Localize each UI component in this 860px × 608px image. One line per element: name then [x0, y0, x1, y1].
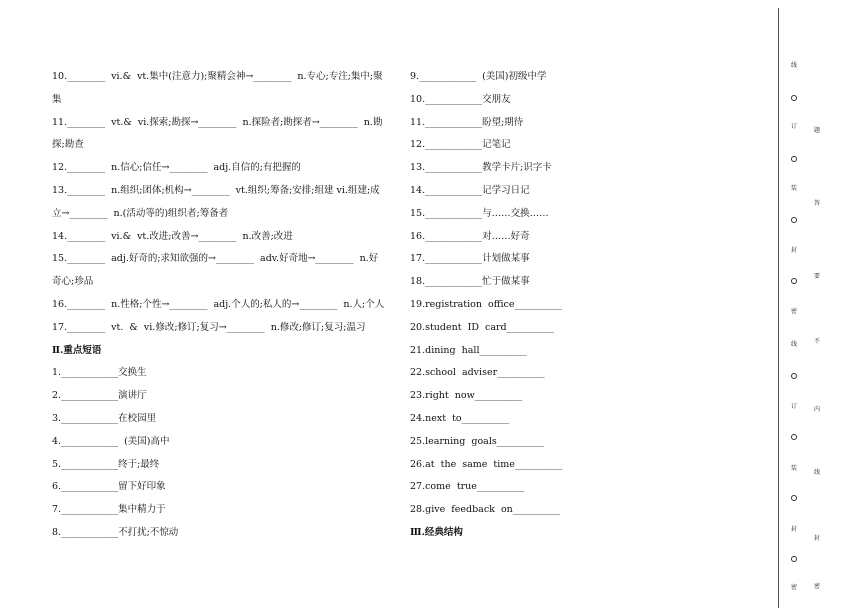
exercise-line: 27.come true__________ [410, 481, 525, 493]
exercise-line: 16.________ n.性格;个性→________ adj.个人的;私人的→________ n.人;个人 [52, 298, 385, 310]
exercise-line: 15.____________与……交换…… [410, 207, 549, 219]
exercise-line: 12.____________记笔记 [410, 139, 511, 151]
binding-hole-icon [791, 217, 797, 223]
binding-label: 线 [791, 62, 798, 69]
binding-label: 密 [791, 584, 798, 591]
exercise-line: 13.____________教学卡片;识字卡 [410, 162, 552, 174]
exercise-line: 19.registration office__________ [410, 298, 562, 310]
binding-hole-icon [791, 156, 797, 162]
binding-warning-label: 要 [814, 273, 821, 280]
binding-label: 订 [791, 403, 798, 410]
exercise-line: 9.____________ (美国)初级中学 [410, 71, 547, 82]
exercise-line: 12.________ n.信心;信任→________ adj.自信的;有把握的 [52, 162, 301, 174]
binding-hole-icon [791, 434, 797, 440]
exercise-line: 立→________ n.(活动等的)组织者;筹备者 [52, 207, 229, 219]
exercise-line: 26.at the same time__________ [410, 458, 563, 470]
exercise-line: 5.____________终于;最终 [52, 458, 160, 470]
binding-warning-label: 封 [814, 535, 821, 542]
left-column [52, 66, 397, 545]
exercise-line: 奇心;珍品 [52, 276, 94, 288]
exercise-line: 14.________ vi.& vt.改进;改善→________ n.改善;改进 [52, 230, 293, 242]
binding-label: 密 [791, 308, 798, 315]
section-heading: Ⅲ.经典结构 [410, 526, 463, 538]
exercise-line: 3.____________在校园里 [52, 412, 157, 424]
binding-warning-label: 密 [814, 583, 821, 590]
exercise-line: 17.________ vt. & vi.修改;修订;复习→________ n.修改;修订;复习;温习 [52, 321, 366, 333]
exercise-line: 10.____________交朋友 [410, 93, 511, 105]
binding-warning-label: 题 [814, 127, 821, 134]
exercise-line: 探;勘查 [52, 139, 84, 151]
binding-warning-label: 答 [814, 200, 821, 207]
binding-label: 装 [791, 185, 798, 192]
exercise-line: 16.____________对……好奇 [410, 230, 530, 242]
exercise-line: 8.____________不打扰;不惊动 [52, 526, 179, 538]
exercise-line: 20.student ID card__________ [410, 321, 555, 333]
binding-hole-icon [791, 373, 797, 379]
binding-label: 线 [791, 341, 798, 348]
exercise-line: 7.____________集中精力于 [52, 504, 166, 516]
exercise-line: 集 [52, 93, 62, 105]
exercise-line: 10.________ vi.& vt.集中(注意力);聚精会神→________ n.专心;专注;集中;聚 [52, 71, 383, 82]
exercise-line: 21.dining hall__________ [410, 344, 527, 356]
section-heading: Ⅱ.重点短语 [52, 344, 102, 356]
exercise-line: 13.________ n.组织;团体;机构→________ vt.组织;筹备;安排;组建 vi.组建;成 [52, 184, 380, 196]
exercise-line: 24.next to__________ [410, 412, 510, 424]
binding-label: 封 [791, 526, 798, 533]
exercise-line: 23.right now__________ [410, 390, 523, 402]
binding-label: 装 [791, 465, 798, 472]
exercise-line: 4.____________ (美国)高中 [52, 435, 170, 447]
exercise-line: 11.____________盼望;期待 [410, 116, 524, 128]
binding-warning-label: 不 [814, 338, 821, 345]
exercise-line: 15.________ adj.好奇的;求知欲强的→________ adv.好奇地→________ n.好 [52, 253, 379, 265]
exercise-line: 11.________ vt.& vi.探索;勘探→________ n.探险者;勘探者→________ n.勘 [52, 116, 383, 128]
binding-hole-icon [791, 95, 797, 101]
exercise-line: 6.____________留下好印象 [52, 481, 166, 493]
binding-warning-label: 内 [814, 406, 821, 413]
binding-label: 订 [791, 123, 798, 130]
binding-hole-icon [791, 556, 797, 562]
exercise-line: 1.____________交换生 [52, 367, 147, 379]
exercise-line: 17.____________计划做某事 [410, 253, 530, 265]
binding-hole-icon [791, 495, 797, 501]
exercise-line: 18.____________忙于做某事 [410, 276, 530, 288]
exercise-line: 14.____________记学习日记 [410, 184, 530, 196]
exercise-line: 22.school adviser__________ [410, 367, 545, 379]
exercise-line: 2.____________演讲厅 [52, 390, 147, 402]
exercise-line: 28.give feedback on__________ [410, 504, 561, 516]
binding-hole-icon [791, 278, 797, 284]
right-column [410, 66, 710, 545]
binding-label: 封 [791, 247, 798, 254]
exercise-line: 25.learning goals__________ [410, 435, 545, 447]
binding-margin-line [778, 8, 779, 608]
binding-warning-label: 线 [814, 469, 821, 476]
